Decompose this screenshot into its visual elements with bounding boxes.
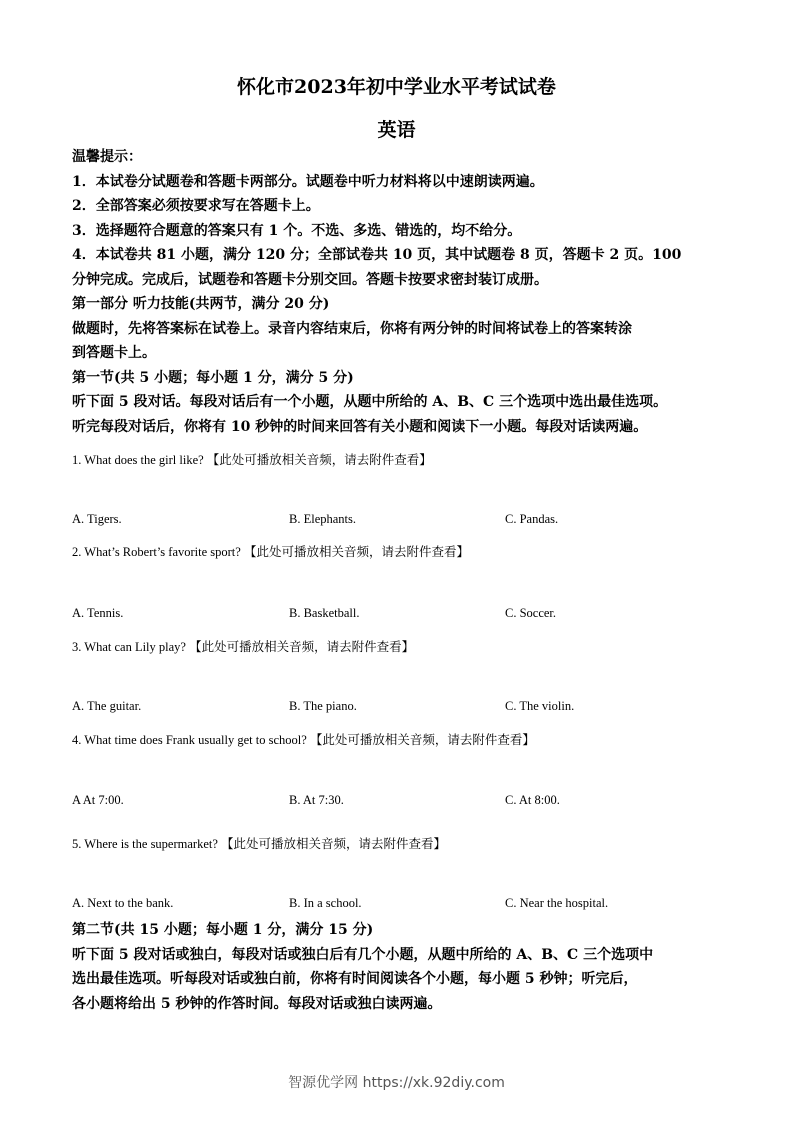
q1-option-b: B. Elephants. bbox=[289, 512, 357, 526]
question-1: 1. What does the girl like? 【此处可播放相关音频，请去附件查看】 bbox=[72, 453, 432, 467]
q3-option-b: B. The piano. bbox=[289, 699, 357, 713]
section2-instr-line2: 选出最佳选项。听每段对话或独白前，你将有时间阅读各个小题，每小题 5 秒钟；听完后， bbox=[72, 971, 638, 987]
part1-instr-line2: 到答题卡上。 bbox=[72, 345, 156, 361]
q4-option-c: C. At 8:00. bbox=[505, 793, 560, 807]
part1-heading: 第一部分 听力技能(共两节，满分 20 分) bbox=[72, 296, 330, 312]
footer-watermark: 智源优学网 https://xk.92diy.com bbox=[288, 1075, 505, 1091]
q2-option-b: B. Basketball. bbox=[289, 606, 360, 620]
section1-instr-line1: 听下面 5 段对话。每段对话后有一个小题，从题中所给的 A、B、C 三个选项中选出最佳选项。 bbox=[72, 394, 668, 410]
section2-instr-line1: 听下面 5 段对话或独白，每段对话或独白后有几个小题，从题中所给的 A、B、C 三个选项中 bbox=[72, 946, 654, 963]
q4-option-b: B. At 7:30. bbox=[289, 793, 344, 807]
q2-option-a: A. Tennis. bbox=[72, 606, 124, 620]
q5-option-a: A. Next to the bank. bbox=[72, 896, 174, 910]
section1-instr-line2: 听完每段对话后，你将有 10 秒钟的时间来回答有关小题和阅读下一小题。每段对话读两遍。 bbox=[72, 418, 648, 435]
tips-block bbox=[72, 145, 732, 439]
tips-item-4-line2: 分钟完成。完成后，试题卷和答题卡分别交回。答题卡按要求密封装订成册。 bbox=[72, 271, 548, 288]
q2-option-c: C. Soccer. bbox=[505, 606, 557, 620]
q5-option-c: C. Near the hospital. bbox=[505, 896, 609, 910]
q4-option-a: A At 7:00. bbox=[72, 793, 124, 807]
section2-block bbox=[72, 918, 732, 1016]
tips-item-4-line1: 4．本试卷共 81 小题，满分 120 分；全部试卷共 10 页，其中试题卷 8 页，答题卡 2 页。100 bbox=[72, 247, 682, 263]
section2-instr-line3: 各小题将给出 5 秒钟的作答时间。每段对话或独白读两遍。 bbox=[72, 995, 442, 1012]
q5-option-b: B. In a school. bbox=[289, 896, 362, 910]
tips-item-1: 1．本试卷分试题卷和答题卡两部分。试题卷中听力材料将以中速朗读两遍。 bbox=[72, 173, 544, 190]
q3-option-a: A. The guitar. bbox=[72, 699, 142, 713]
question-3: 3. What can Lily play? 【此处可播放相关音频，请去附件查看】 bbox=[72, 640, 415, 654]
section1-heading: 第一节(共 5 小题；每小题 1 分，满分 5 分) bbox=[72, 369, 354, 386]
tips-heading: 温馨提示： bbox=[72, 149, 142, 165]
q1-option-a: A. Tigers. bbox=[72, 512, 122, 526]
tips-item-3: 3．选择题符合题意的答案只有 1 个。不选、多选、错选的，均不给分。 bbox=[72, 222, 522, 239]
tips-item-2: 2．全部答案必须按要求写在答题卡上。 bbox=[72, 198, 320, 214]
question-4: 4. What time does Frank usually get to school? 【此处可播放相关音频，请去附件查看】 bbox=[72, 733, 535, 747]
section2-heading: 第二节(共 15 小题；每小题 1 分，满分 15 分) bbox=[72, 922, 374, 938]
exam-subject: 英语 bbox=[377, 119, 416, 141]
question-5: 5. Where is the supermarket? 【此处可播放相关音频，请去附件查看】 bbox=[72, 837, 447, 851]
part1-instr-line1: 做题时，先将答案标在试卷上。录音内容结束后，你将有两分钟的时间将试卷上的答案转涂 bbox=[72, 320, 632, 337]
q1-option-c: C. Pandas. bbox=[505, 512, 559, 526]
exam-title: 怀化市2023年初中学业水平考试试卷 bbox=[237, 76, 556, 98]
question-2: 2. What’s Robert’s favorite sport? 【此处可播放相关音频，请去附件查看】 bbox=[72, 545, 469, 559]
q3-option-c: C. The violin. bbox=[505, 699, 575, 713]
